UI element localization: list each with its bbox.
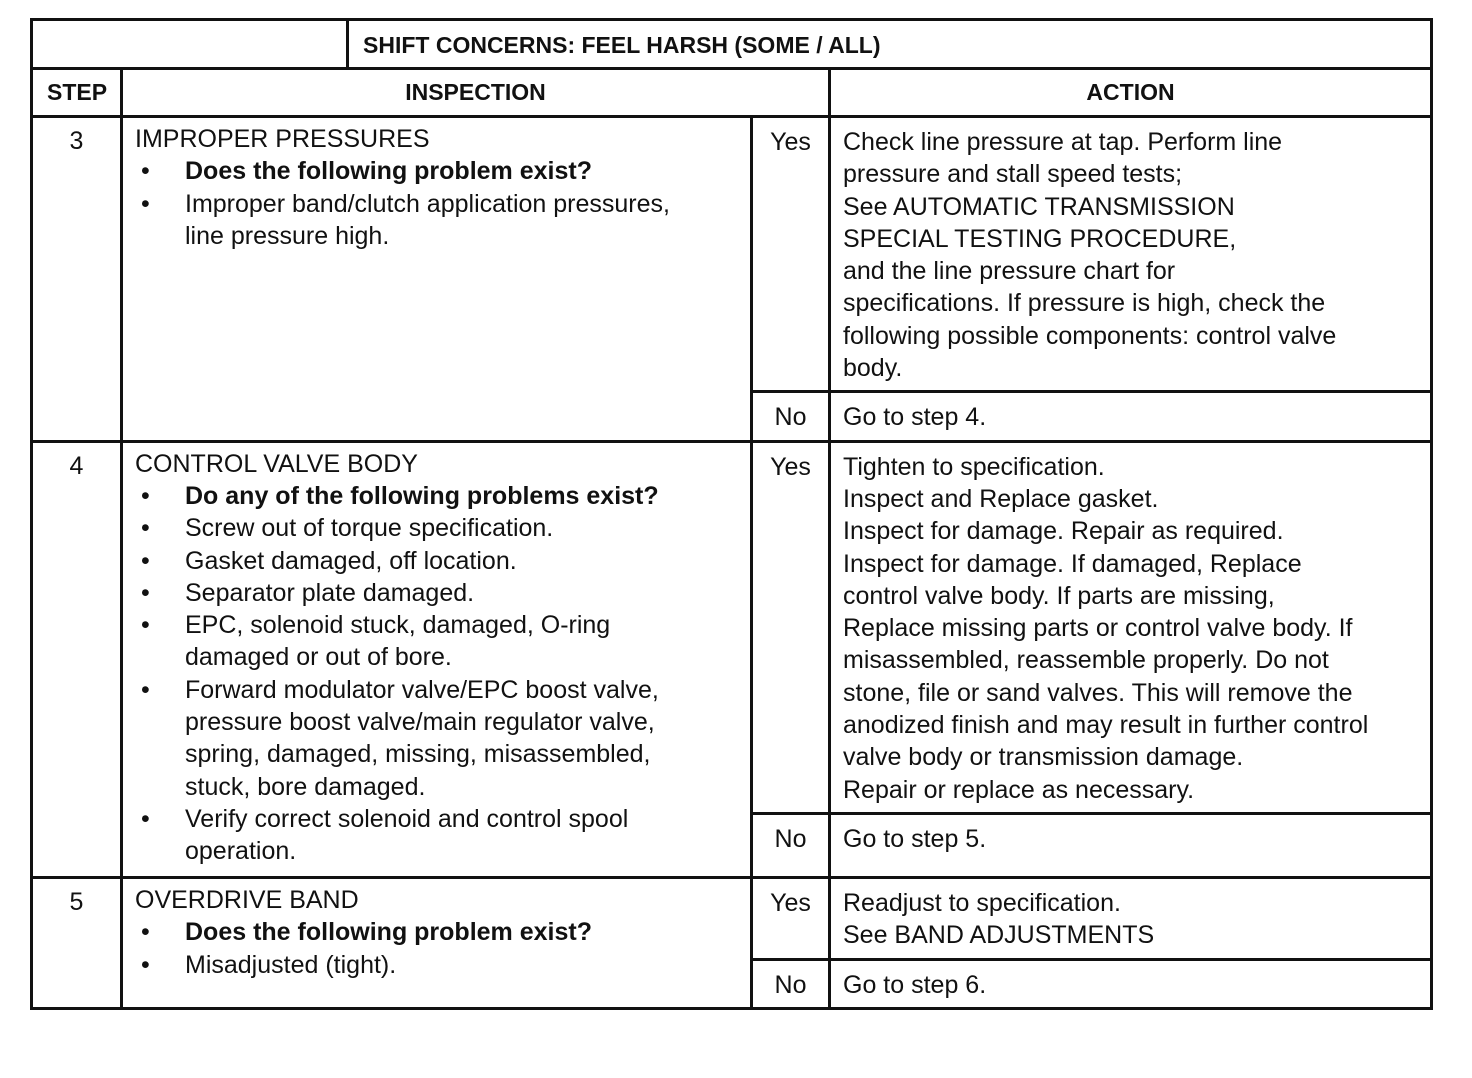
bullet-icon: • — [141, 157, 150, 186]
inspection-cell — [122, 117, 752, 442]
bullet-icon: • — [141, 804, 150, 833]
action-line: See BAND ADJUSTMENTS — [843, 921, 1155, 950]
inspection-question — [135, 480, 742, 512]
question-text: Do any of the following problems exist? — [185, 481, 659, 510]
item-text: spring, damaged, missing, misassembled, — [185, 740, 651, 769]
yes-label: Yes — [752, 877, 830, 959]
action-line: control valve body. If parts are missing, — [843, 581, 1275, 610]
item-text: line pressure high. — [185, 221, 390, 250]
action-line: Inspect and Replace gasket. — [843, 484, 1159, 513]
title-row — [32, 20, 1432, 69]
item-text: damaged or out of bore. — [185, 643, 452, 672]
header-inspection: INSPECTION — [122, 69, 830, 117]
item-text: Screw out of torque specification. — [185, 514, 554, 543]
item-text: pressure boost valve/main regulator valve, — [185, 708, 655, 737]
inspection-question — [135, 155, 742, 187]
action-line: Repair or replace as necessary. — [843, 775, 1195, 804]
yes-action — [830, 441, 1432, 813]
inspection-item — [135, 949, 742, 981]
item-text: Separator plate damaged. — [185, 578, 475, 607]
header-row — [32, 69, 1432, 117]
step-row-yes — [32, 117, 1432, 392]
item-text: Improper band/clutch application pressures, — [185, 189, 670, 218]
action-line: SPECIAL TESTING PROCEDURE, — [843, 224, 1237, 253]
item-text: Forward modulator valve/EPC boost valve, — [185, 675, 659, 704]
action-line: See AUTOMATIC TRANSMISSION — [843, 192, 1235, 221]
bullet-icon: • — [141, 950, 150, 979]
inspection-list — [135, 155, 742, 252]
item-text: stuck, bore damaged. — [185, 772, 426, 801]
no-label: No — [752, 813, 830, 877]
action-line: misassembled, reassemble properly. Do not — [843, 646, 1329, 675]
action-line: Inspect for damage. If damaged, Replace — [843, 549, 1302, 578]
troubleshooting-sheet — [30, 18, 1430, 1010]
item-text: Verify correct solenoid and control spool — [185, 804, 629, 833]
yes-label: Yes — [752, 117, 830, 392]
inspection-item — [135, 674, 742, 803]
inspection-cell — [122, 877, 752, 1008]
inspection-list — [135, 480, 742, 868]
inspection-title: OVERDRIVE BAND — [135, 885, 359, 914]
inspection-question — [135, 916, 742, 948]
bullet-icon: • — [141, 675, 150, 704]
bullet-icon: • — [141, 578, 150, 607]
inspection-title: IMPROPER PRESSURES — [135, 125, 430, 153]
action-line: following possible components: control valve — [843, 321, 1337, 350]
item-text: operation. — [185, 837, 297, 866]
action-line: valve body or transmission damage. — [843, 743, 1244, 772]
no-label: No — [752, 392, 830, 441]
diagnostic-table — [30, 18, 1433, 1010]
action-line: Replace missing parts or control valve body. If — [843, 614, 1353, 643]
inspection-item — [135, 545, 742, 577]
action-line: body. — [843, 354, 903, 383]
action-line: Tighten to specification. — [843, 452, 1105, 481]
inspection-item — [135, 512, 742, 544]
inspection-item — [135, 188, 742, 253]
step-number: 3 — [32, 117, 122, 442]
no-label: No — [752, 959, 830, 1008]
action-line: and the line pressure chart for — [843, 257, 1176, 286]
header-step: STEP — [32, 69, 122, 117]
question-text: Does the following problem exist? — [185, 157, 592, 186]
step-number: 5 — [32, 877, 122, 1008]
bullet-icon: • — [141, 918, 150, 947]
inspection-item — [135, 577, 742, 609]
item-text: Misadjusted (tight). — [185, 950, 397, 979]
no-action: Go to step 5. — [830, 813, 1432, 877]
action-line: Inspect for damage. Repair as required. — [843, 517, 1284, 546]
action-line: Check line pressure at tap. Perform line — [843, 128, 1283, 156]
header-action: ACTION — [830, 69, 1432, 117]
item-text: Gasket damaged, off location. — [185, 546, 517, 575]
inspection-title: CONTROL VALVE BODY — [135, 449, 418, 478]
yes-action — [830, 877, 1432, 959]
bullet-icon: • — [141, 481, 150, 510]
action-line: specifications. If pressure is high, check the — [843, 289, 1326, 318]
inspection-item — [135, 609, 742, 674]
inspection-item — [135, 803, 742, 868]
yes-action — [830, 117, 1432, 392]
item-text: EPC, solenoid stuck, damaged, O-ring — [185, 611, 611, 640]
title-blank-cell — [32, 20, 348, 69]
table-title: SHIFT CONCERNS: FEEL HARSH (SOME / ALL) — [348, 20, 1432, 69]
bullet-icon: • — [141, 546, 150, 575]
action-line: anodized finish and may result in further control — [843, 711, 1369, 740]
question-text: Does the following problem exist? — [185, 918, 592, 947]
bullet-icon: • — [141, 611, 150, 640]
bullet-icon: • — [141, 514, 150, 543]
step-row-yes — [32, 441, 1432, 813]
no-action: Go to step 6. — [830, 959, 1432, 1008]
no-action: Go to step 4. — [830, 392, 1432, 441]
step-row-yes — [32, 877, 1432, 959]
yes-label: Yes — [752, 441, 830, 813]
inspection-list — [135, 916, 742, 981]
action-line: Readjust to specification. — [843, 888, 1121, 917]
inspection-cell — [122, 441, 752, 877]
step-number: 4 — [32, 441, 122, 877]
action-line: stone, file or sand valves. This will remove the — [843, 678, 1353, 707]
action-line: pressure and stall speed tests; — [843, 160, 1183, 189]
bullet-icon: • — [141, 189, 150, 218]
